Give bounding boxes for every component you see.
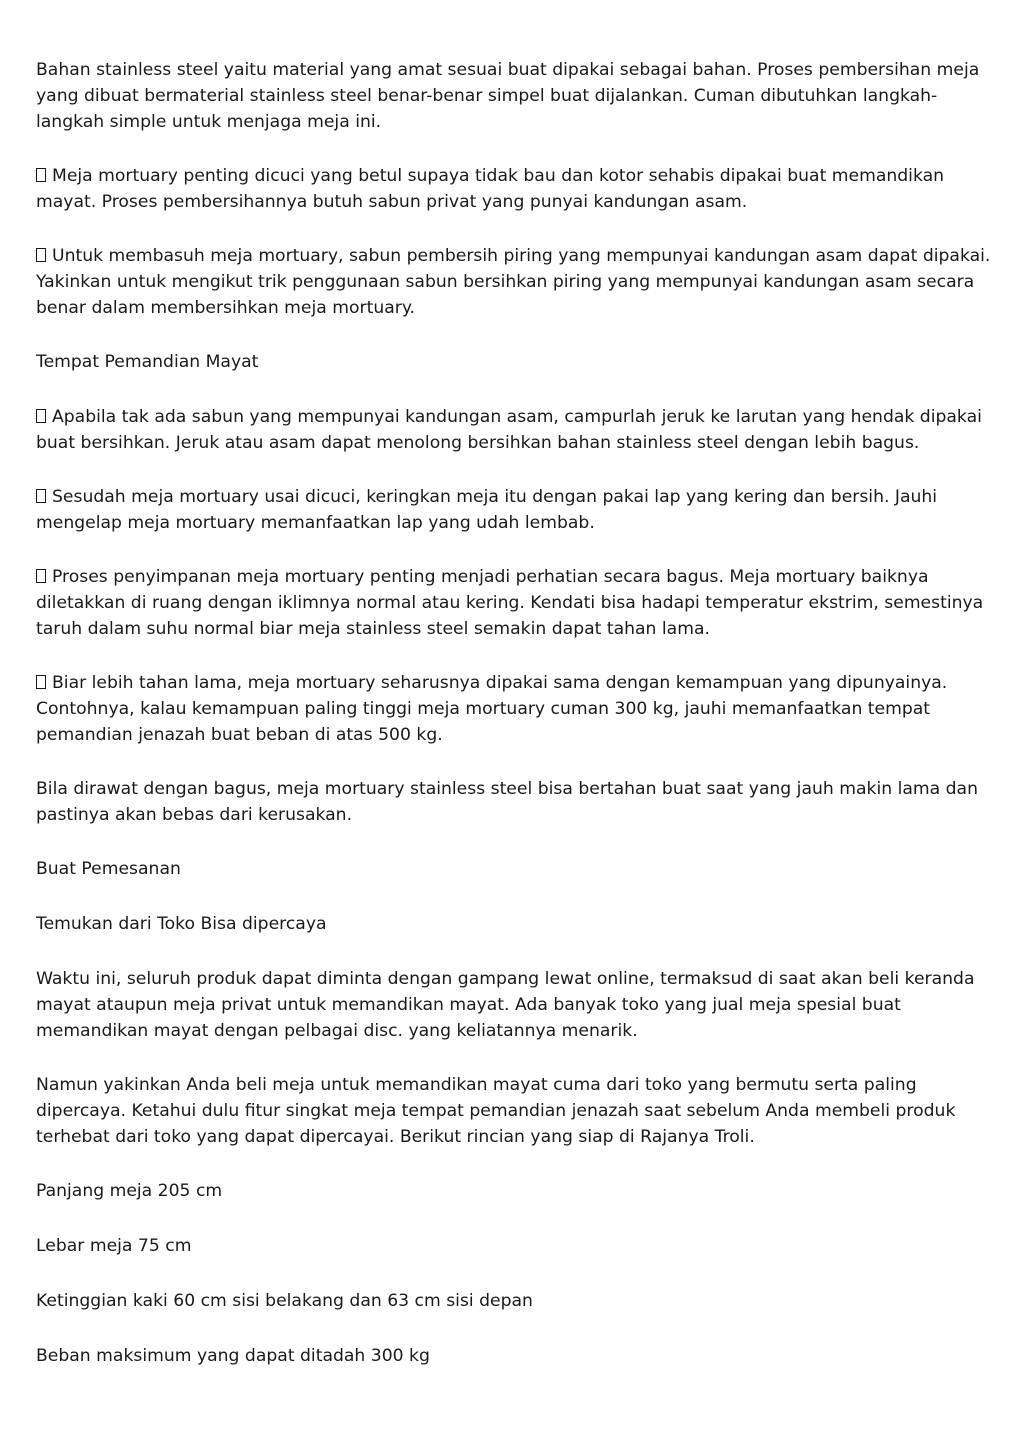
- bullet-box-icon: [36, 168, 46, 182]
- spec-line: Beban maksimum yang dapat ditadah 300 kg: [36, 1346, 430, 1366]
- spec-line: Lebar meja 75 cm: [36, 1236, 192, 1256]
- bullet-paragraph: Biar lebih tahan lama, meja mortuary seharusnya dipakai sama dengan kemampuan yang dipunyainya. Contohnya, kalau kemampuan paling tinggi meja mortuary cuman 300 kg, jauhi memanfaatkan tempat pemandian jenazah buat beban di atas 500 kg.: [36, 673, 948, 745]
- section-heading: Temukan dari Toko Bisa dipercaya: [36, 914, 327, 934]
- bullet-box-icon: [36, 675, 46, 689]
- bullet-paragraph: Untuk membasuh meja mortuary, sabun pembersih piring yang mempunyai kandungan asam dapat dipakai. Yakinkan untuk mengikut trik penggunaan sabun bersihkan piring yang mempunyai kandungan asam secara benar dalam membersihkan meja mortuary.: [36, 246, 991, 318]
- section-heading: Tempat Pemandian Mayat: [36, 352, 259, 372]
- spec-line: Panjang meja 205 cm: [36, 1181, 223, 1201]
- spec-line: Ketinggian kaki 60 cm sisi belakang dan 63 cm sisi depan: [36, 1291, 533, 1311]
- bullet-paragraph: Sesudah meja mortuary usai dicuci, keringkan meja itu dengan pakai lap yang kering dan bersih. Jauhi mengelap meja mortuary memanfaatkan lap yang udah lembab.: [36, 487, 938, 533]
- bullet-paragraph: Proses penyimpanan meja mortuary penting menjadi perhatian secara bagus. Meja mortuary baiknya diletakkan di ruang dengan iklimnya normal atau kering. Kendati bisa hadapi temperatur ekstrim, semestinya taruh dalam suhu normal biar meja stainless steel semakin dapat tahan lama.: [36, 567, 984, 639]
- bullet-box-icon: [36, 248, 46, 262]
- paragraph: Waktu ini, seluruh produk dapat diminta dengan gampang lewat online, termaksud di saat akan beli keranda mayat ataupun meja privat untuk memandikan mayat. Ada banyak toko yang jual meja spesial buat memandikan mayat dengan pelbagai disc. yang keliatannya menarik.: [36, 969, 975, 1041]
- bullet-box-icon: [36, 569, 46, 583]
- paragraph: Bila dirawat dengan bagus, meja mortuary stainless steel bisa bertahan buat saat yang jauh makin lama dan pastinya akan bebas dari kerusakan.: [36, 779, 978, 825]
- section-heading: Buat Pemesanan: [36, 859, 181, 879]
- document-body: [36, 57, 992, 1398]
- paragraph: Namun yakinkan Anda beli meja untuk memandikan mayat cuma dari toko yang bermutu serta paling dipercaya. Ketahui dulu fitur singkat meja tempat pemandian jenazah saat sebelum Anda membeli produk terhebat dari toko yang dapat dipercayai. Berikut rincian yang siap di Rajanya Troli.: [36, 1075, 956, 1147]
- bullet-box-icon: [36, 489, 46, 503]
- bullet-paragraph: Meja mortuary penting dicuci yang betul supaya tidak bau dan kotor sehabis dipakai buat memandikan mayat. Proses pembersihannya butuh sabun privat yang punyai kandungan asam.: [36, 166, 945, 212]
- bullet-box-icon: [36, 409, 46, 423]
- paragraph: Bahan stainless steel yaitu material yang amat sesuai buat dipakai sebagai bahan. Proses pembersihan meja yang dibuat bermaterial stainless steel benar-benar simpel buat dijalankan. Cuman dibutuhkan langkah-langkah simple untuk menjaga meja ini.: [36, 60, 980, 132]
- bullet-paragraph: Apabila tak ada sabun yang mempunyai kandungan asam, campurlah jeruk ke larutan yang hendak dipakai buat bersihkan. Jeruk atau asam dapat menolong bersihkan bahan stainless steel dengan lebih bagus.: [36, 407, 982, 453]
